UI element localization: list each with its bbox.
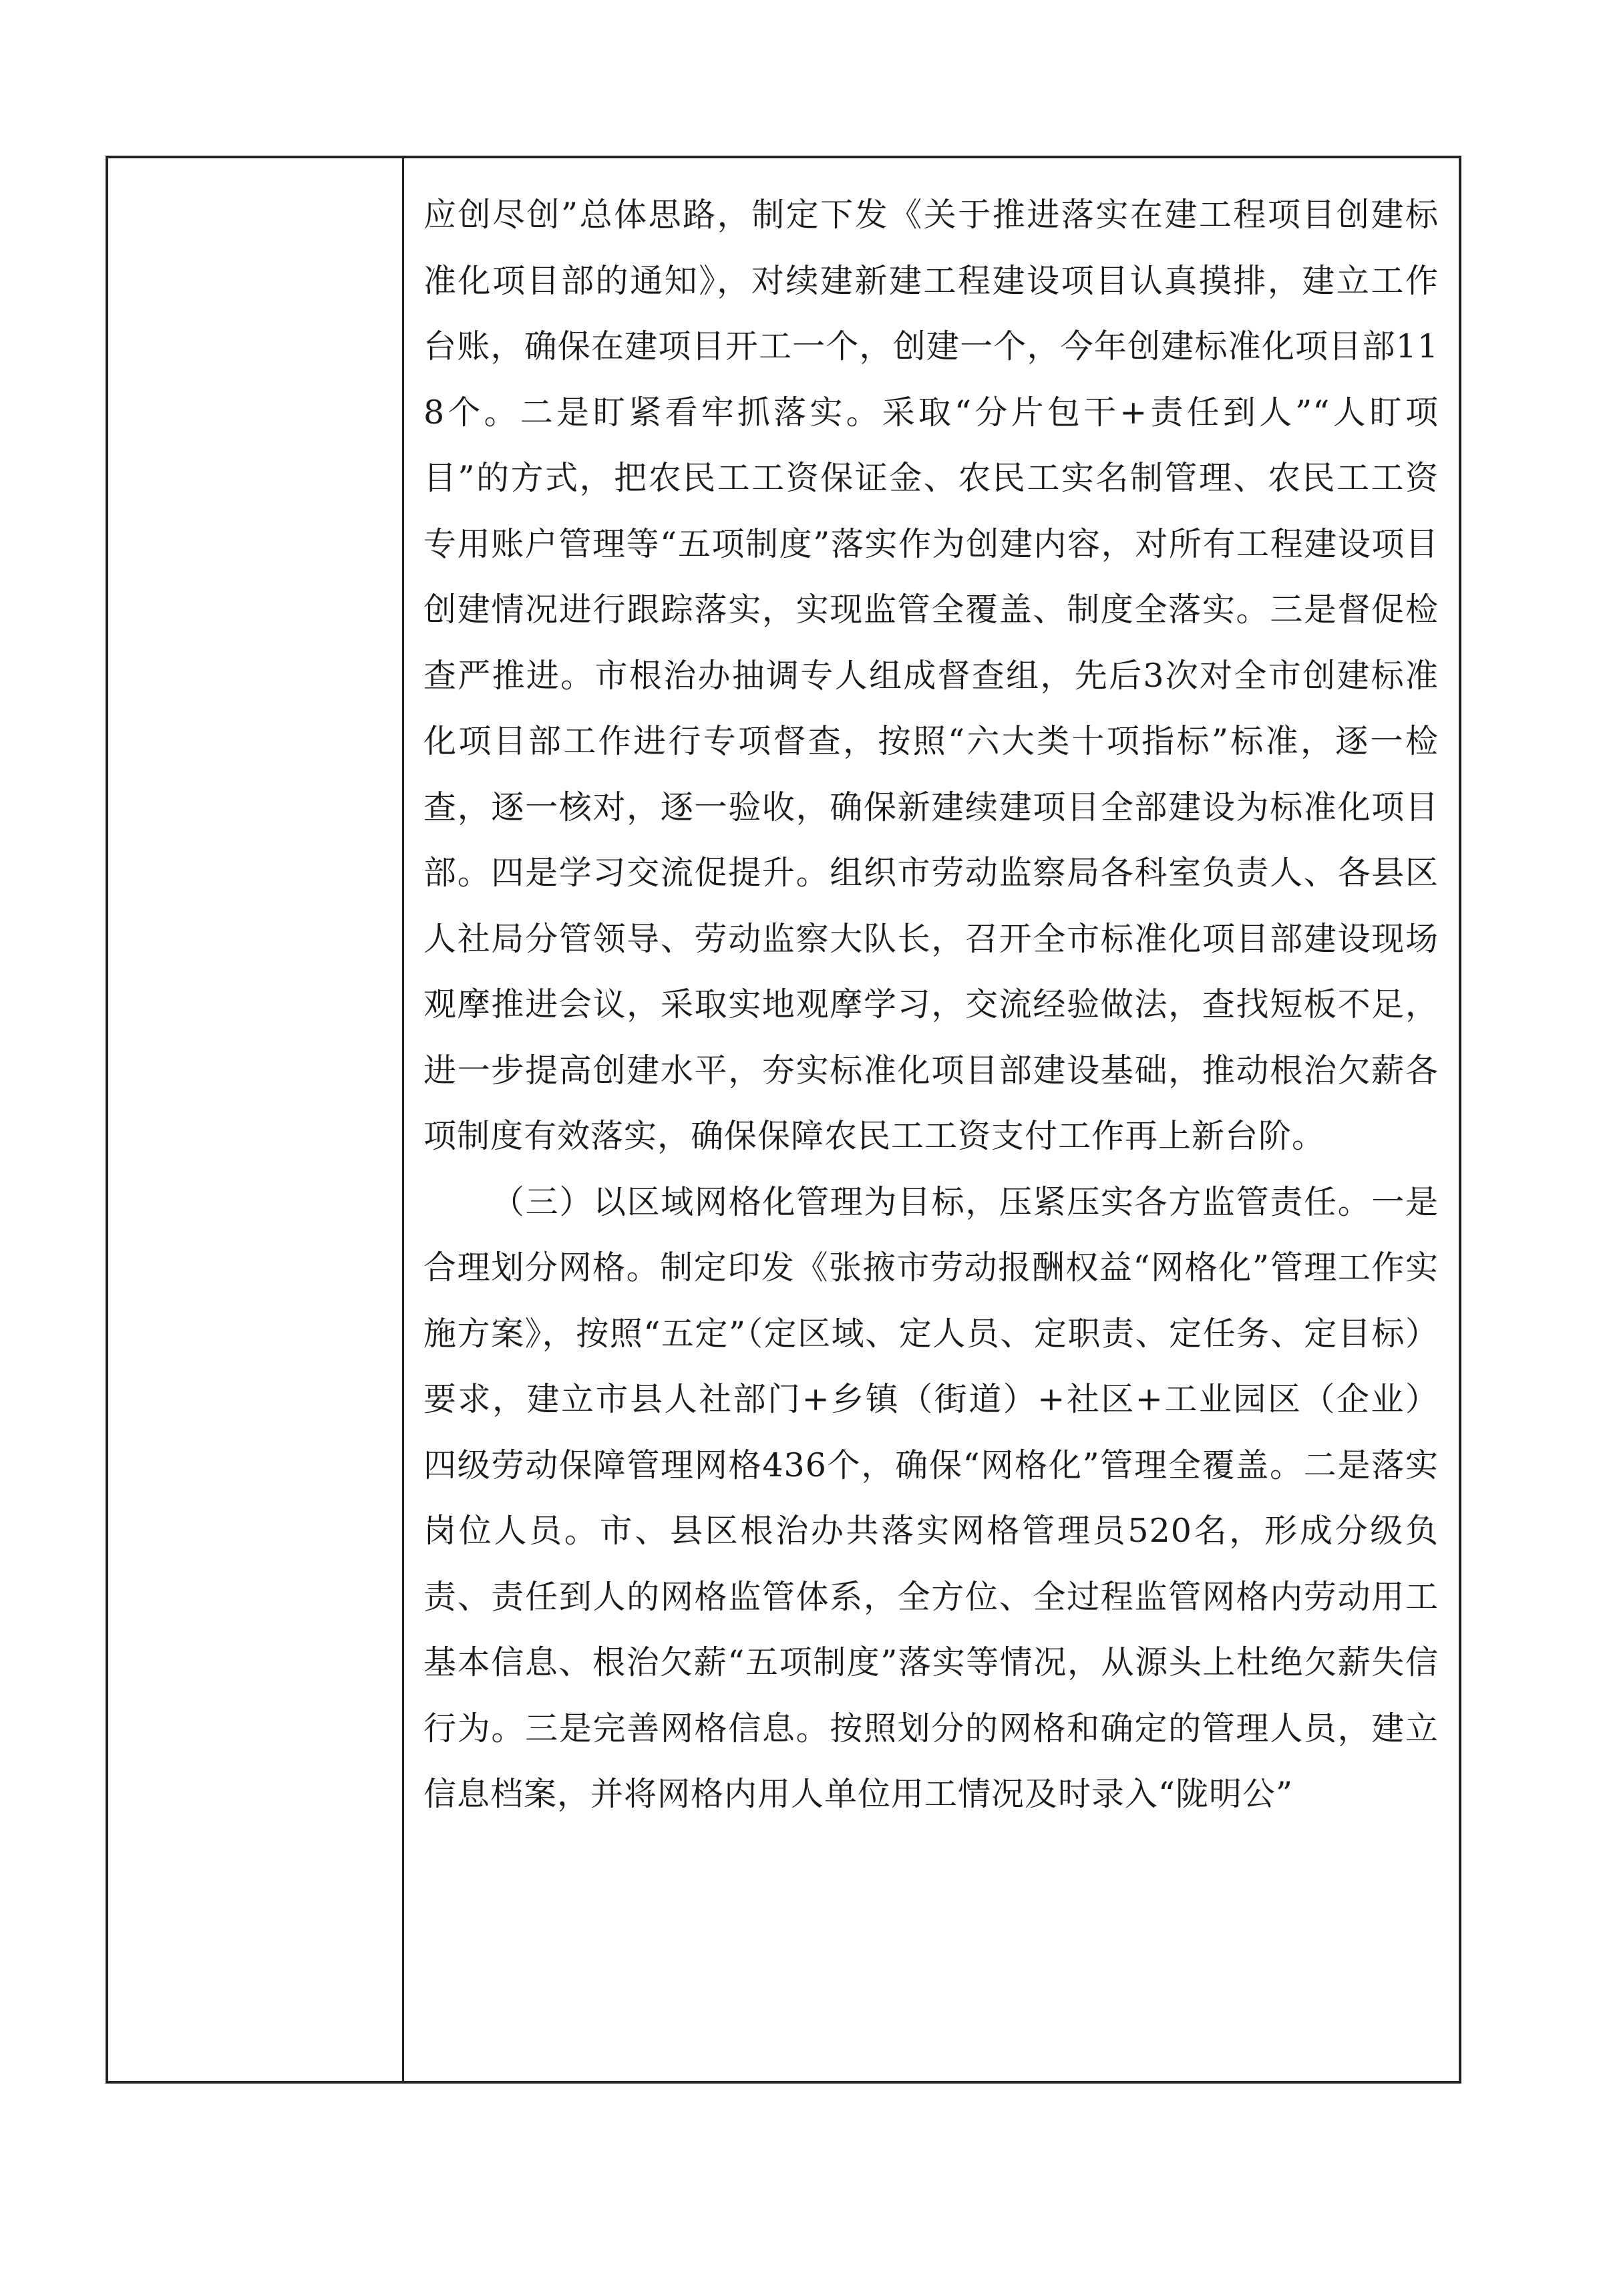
- document-table: [106, 156, 1461, 2084]
- paragraph-section-three: （三）以区域网格化管理为目标，压紧压实各方监管责任。一是合理划分网格。制定印发《张掖市劳动报酬权益“网格化”管理工作实施方案》，按照“五定”（定区域、定人员、定职责、定任务、定目标）要求，建立市县人社部门+乡镇（街道）+社区+工业园区（企业）四级劳动保障管理网格436个，确保“网格化”管理全覆盖。二是落实岗位人员。市、县区根治办共落实网格管理员520名，形成分级负责、责任到人的网格监管体系，全方位、全过程监管网格内劳动用工基本信息、根治欠薪“五项制度”落实等情况，从源头上杜绝欠薪失信行为。三是完善网格信息。按照划分的网格和确定的管理人员，建立信息档案，并将网格内用人单位用工情况及时录入“陇明公”: [423, 1182, 1439, 1813]
- paragraph-continuation: 应创尽创”总体思路，制定下发《关于推进落实在建工程项目创建标准化项目部的通知》，对续建新建工程建设项目认真摸排，建立工作台账，确保在建项目开工一个，创建一个，今年创建标准化项目部118个。二是盯紧看牢抓落实。采取“分片包干+责任到人”“人盯项目”的方式，把农民工工资保证金、农民工实名制管理、农民工工资专用账户管理等“五项制度”落实作为创建内容，对所有工程建设项目创建情况进行跟踪落实，实现监管全覆盖、制度全落实。三是督促检查严推进。市根治办抽调专人组成督查组，先后3次对全市创建标准化项目部工作进行专项督查，按照“六大类十项指标”标准，逐一检查，逐一核对，逐一验收，确保新建续建项目全部建设为标准化项目部。四是学习交流促提升。组织市劳动监察局各科室负责人、各县区人社局分管领导、劳动监察大队长，召开全市标准化项目部建设现场观摩推进会议，采取实地观摩学习，交流经验做法，查找短板不足，进一步提高创建水平，夯实标准化项目部建设基础，推动根治欠薪各项制度有效落实，确保保障农民工工资支付工作再上新台阶。: [423, 196, 1439, 1155]
- column-divider: [402, 158, 404, 2081]
- table-content-cell: [423, 182, 1439, 1828]
- table-left-cell: [108, 158, 402, 2081]
